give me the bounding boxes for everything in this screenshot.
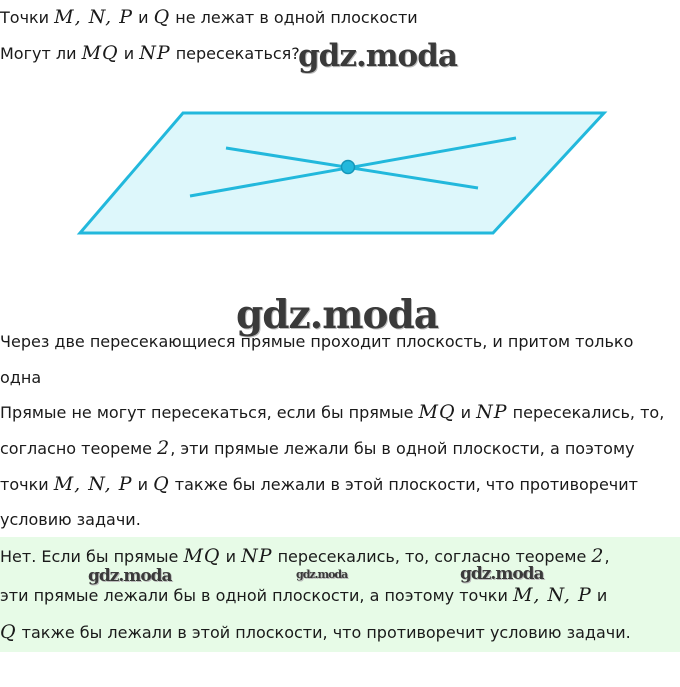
- text: пересекались, то,: [507, 403, 665, 422]
- math: 2: [591, 545, 605, 567]
- text: и: [118, 44, 140, 63]
- math: Q: [153, 6, 171, 28]
- text: пересекаться?: [170, 44, 300, 63]
- math: 2: [157, 437, 171, 459]
- text: также бы лежали в этой плоскости, что противоречит: [169, 475, 638, 494]
- math: NP: [476, 401, 508, 423]
- text: Нет. Если бы прямые: [0, 547, 184, 566]
- text: точки: [0, 475, 54, 494]
- watermark-logo: gdz.moda: [296, 568, 348, 581]
- watermark-logo: gdz.moda: [236, 292, 439, 338]
- text: Точки: [0, 8, 55, 27]
- text: ,: [604, 547, 610, 566]
- math: MQ: [81, 42, 119, 64]
- text: также бы лежали в этой плоскости, что противоречит условию задачи.: [16, 623, 631, 642]
- text: пересекались, то, согласно теореме: [272, 547, 592, 566]
- text: и: [220, 547, 242, 566]
- intersection-point: [342, 161, 355, 174]
- plane-parallelogram: [80, 113, 604, 233]
- math: MQ: [418, 401, 456, 423]
- math: M, N, P: [512, 584, 592, 606]
- text: и: [455, 403, 477, 422]
- text: согласно теореме: [0, 439, 158, 458]
- math: MQ: [183, 545, 221, 567]
- text: и: [132, 8, 154, 27]
- text: , эти прямые лежали бы в одной плоскости, а поэтому: [170, 439, 635, 458]
- watermark-logo: gdz.moda: [88, 566, 172, 586]
- math: Q: [153, 473, 170, 495]
- solution-line-5: [0, 473, 638, 496]
- watermark-logo: gdz.moda: [298, 38, 457, 74]
- solution-line-3: [0, 401, 664, 424]
- text: не лежат в одной плоскости: [170, 8, 418, 27]
- solution-line-6: условию задачи.: [0, 510, 141, 529]
- text: Прямые не могут пересекаться, если бы прямые: [0, 403, 419, 422]
- math: NP: [139, 42, 171, 64]
- answer-line-3: [0, 621, 631, 644]
- solution-line-4: [0, 437, 635, 460]
- text: и: [591, 586, 608, 605]
- solution-line-2: одна: [0, 368, 42, 387]
- math: M, N, P: [54, 6, 133, 28]
- math: NP: [241, 545, 273, 567]
- math: Q: [0, 621, 17, 643]
- watermark-logo: gdz.moda: [460, 564, 544, 584]
- text: и: [132, 475, 154, 494]
- text: эти прямые лежали бы в одной плоскости, а поэтому точки: [0, 586, 513, 605]
- math: M, N, P: [53, 473, 133, 495]
- text: Могут ли: [0, 44, 82, 63]
- solution-line-1: Через две пересекающиеся прямые проходит плоскость, и притом только: [0, 332, 634, 351]
- answer-line-2: [0, 584, 607, 607]
